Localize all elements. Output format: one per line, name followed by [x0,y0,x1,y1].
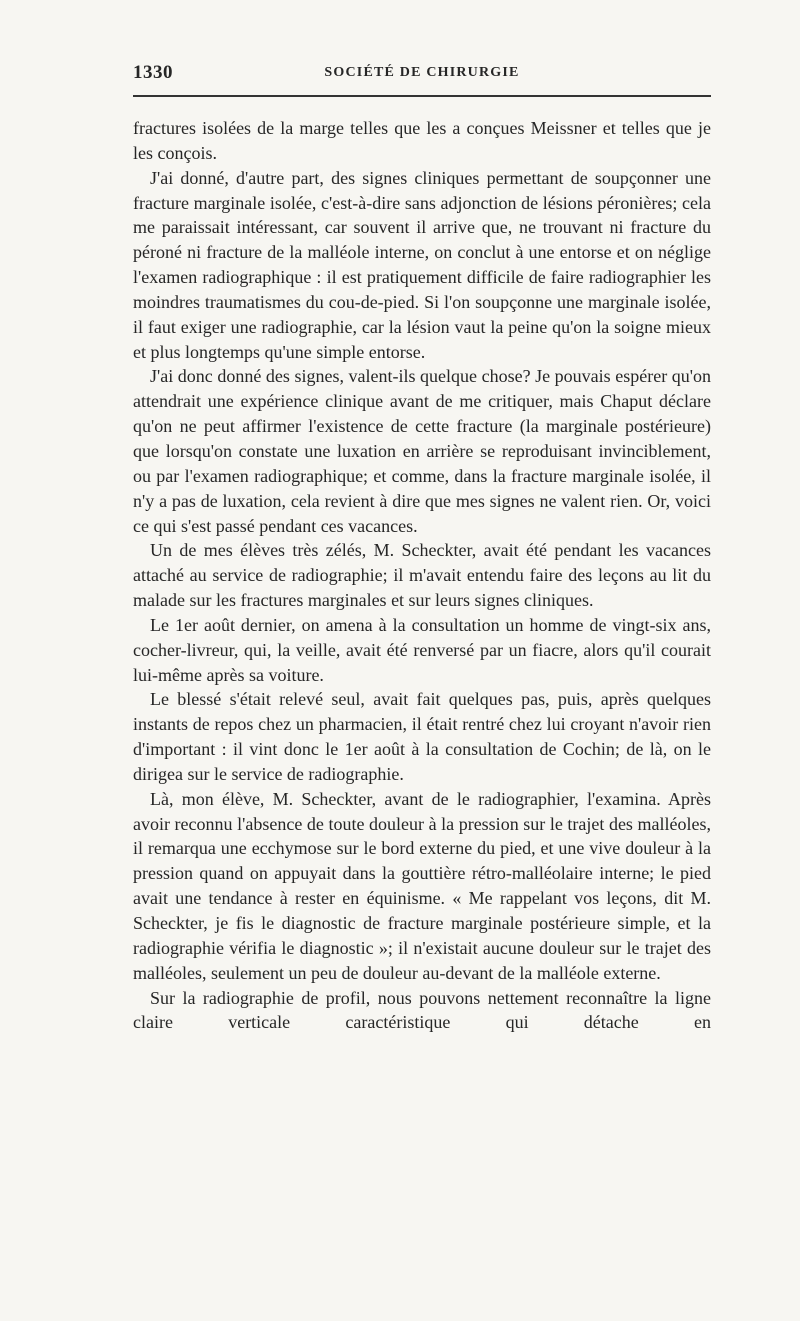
page-header [133,62,711,84]
header-rule [133,95,711,97]
page-number: 1330 [133,62,173,83]
running-title: SOCIÉTÉ DE CHIRURGIE [324,65,520,80]
paragraph: Là, mon élève, M. Scheckter, avant de le radiographier, l'examina. Après avoir reconnu l'absence de toute douleur à la pression sur le trajet des malléoles, il remarqua une ecchymose sur le bord externe du pied, et une vive douleur à la pression quand on appuyait dans la gouttière rétro-malléolaire interne; le pied avait une tendance à rester en équinisme. « Me rappelant vos leçons, dit M. Scheckter, je fis le diagnostic de fracture marginale postérieure simple, et la radiographie vérifia le diagnostic »; il n'existait aucune douleur sur le trajet des malléoles, seulement un peu de douleur au-devant de la malléole externe. [133,788,711,983]
paragraph: J'ai donc donné des signes, valent-ils quelque chose? Je pouvais espérer qu'on attendrait une expérience clinique avant de me critiquer, mais Chaput déclare qu'on ne peut affirmer l'existence de cette fracture (la marginale postérieure) que lorsqu'on constate une luxation en arrière se reproduisant invinciblement, ou par l'examen radiographique; et comme, dans la fracture marginale isolée, il n'y a pas de luxation, cela revient à dire que mes signes ne valent rien. Or, voici ce qui s'est passé pendant ces vacances. [133,366,711,536]
paragraph: Le blessé s'était relevé seul, avait fait quelques pas, puis, après quelques instants de repos chez un pharmacien, il était rentré chez lui croyant n'avoir rien d'important : il vint donc le 1er août à la consultation de Cochin; de là, on le dirigea sur le service de radiographie. [133,689,711,784]
body-text [133,116,711,1035]
paragraph: Le 1er août dernier, on amena à la consultation un homme de vingt-six ans, cocher-livreur, qui, la veille, avait été renversé par un fiacre, alors qu'il courait lui-même après sa voiture. [133,614,711,685]
paragraph: Un de mes élèves très zélés, M. Scheckter, avait été pendant les vacances attaché au service de radiographie; il m'avait entendu faire des leçons au lit du malade sur les fractures marginales et sur leurs signes cliniques. [133,540,711,611]
paragraph: J'ai donné, d'autre part, des signes cliniques permettant de soupçonner une fracture marginale isolée, c'est-à-dire sans adjonction de lésions péronières; cela me paraissait intéressant, car souvent il arrive que, ne trouvant ni fracture du péroné ni fracture de la malléole interne, on conclut à une entorse et on néglige l'examen radiographique : il est pratiquement difficile de faire radiographier les moindres traumatismes du cou-de-pied. Si l'on soupçonne une marginale isolée, il faut exiger une radiographie, car la lésion vaut la peine qu'on la soigne mieux et plus longtemps qu'une simple entorse. [133,167,711,362]
paragraph: Sur la radiographie de profil, nous pouvons nettement reconnaître la ligne claire verticale caractéristique qui détache en [133,987,711,1033]
paragraph: fractures isolées de la marge telles que les a conçues Meissner et telles que je les conçois. [133,118,711,163]
